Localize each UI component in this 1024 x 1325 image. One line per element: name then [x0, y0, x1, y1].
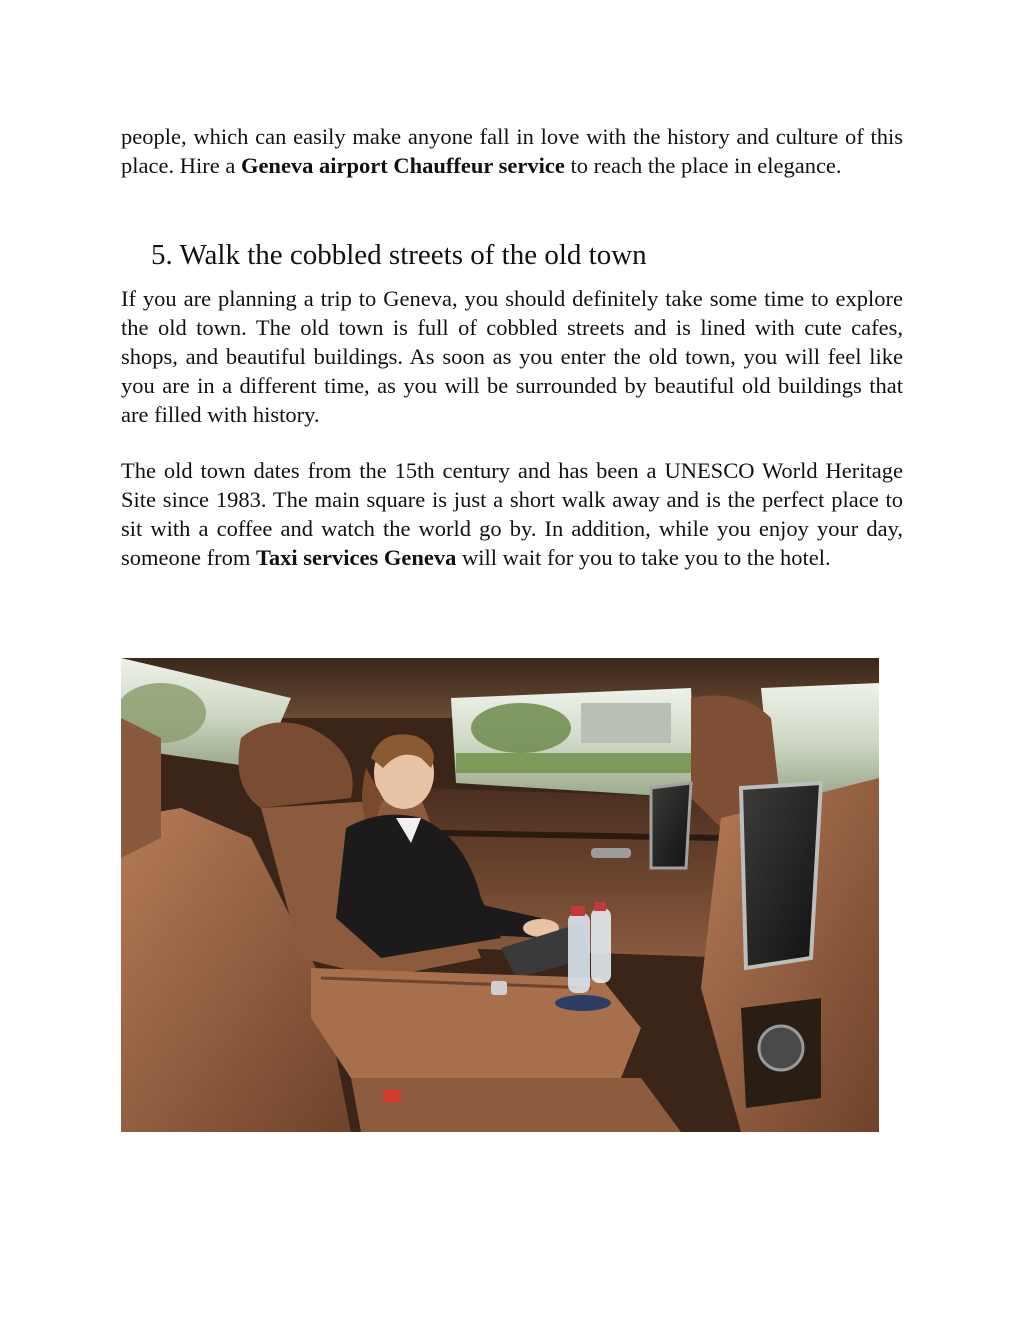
paragraph-unesco	[121, 456, 903, 572]
paragraph-old-town: If you are planning a trip to Geneva, you should definitely take some time to explore the old town. The old town is full of cobbled streets and is lined with cute cafes, shops, and beautiful buildings. As soon as you enter the old town, you will feel like you are in a different time, as you will be surrounded by beautiful old buildings that are filled with history.	[121, 286, 903, 427]
paragraph-intro-text-1: people, which can easily make anyone fall in love with the history and culture of this place. Hire a	[121, 124, 903, 178]
paragraph-intro-text-2: to reach the place in elegance.	[564, 153, 842, 178]
paragraph-intro	[121, 122, 903, 180]
paragraph-unesco-text-1: The old town dates from the 15th century and has been a UNESCO World Heritage Site since 1983. The main square is just a short walk away and is the perfect place to sit with a coffee and watch the world go by. In addition, while you enjoy your day, someone from	[121, 458, 903, 570]
rear-entertainment-screen-small	[651, 783, 691, 868]
right-window	[761, 683, 879, 798]
rear-entertainment-screen	[741, 783, 821, 968]
chauffeur-service-keyword: Geneva airport Chauffeur service	[240, 153, 565, 178]
car-interior-photo	[121, 658, 879, 1132]
taxi-services-keyword: Taxi services Geneva	[255, 545, 457, 570]
section-heading: 5. Walk the cobbled streets of the old town	[151, 239, 647, 271]
paragraph-unesco-text-2: will wait for you to take you to the hotel.	[456, 545, 831, 570]
